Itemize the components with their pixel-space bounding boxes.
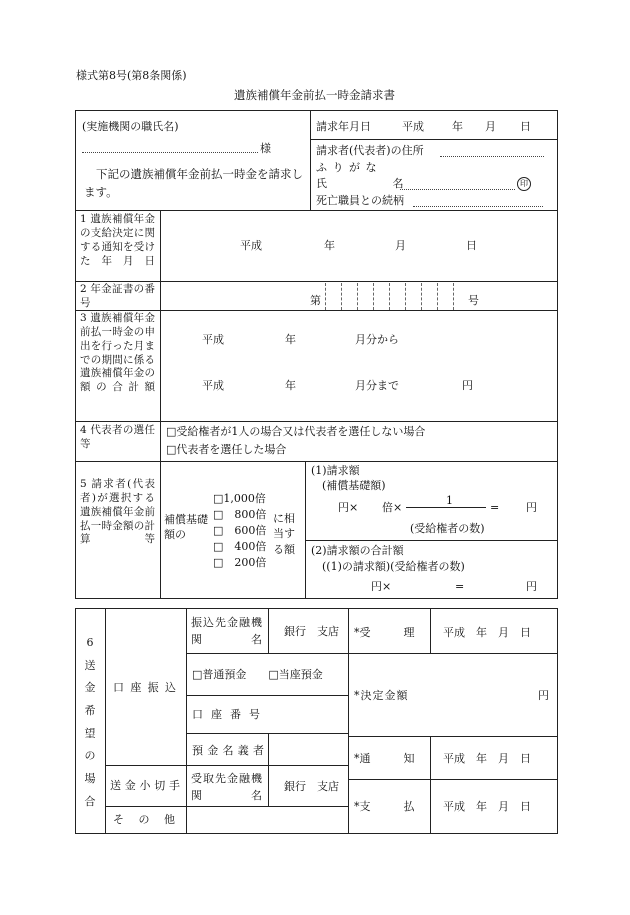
org-label: (実施機関の職氏名) — [82, 120, 179, 133]
row3-nen2: 年 — [285, 379, 296, 392]
request-statement: 下記の遺族補償年金前払一時金を請求します。 — [84, 167, 303, 199]
received-label: *受 理 — [354, 626, 415, 639]
row5-label: 5 請求者(代表者)が選択する遺族補償年金前払一時金額の計算等 — [80, 478, 155, 546]
remittance-side-label: 6 送 金 希 望 の 場 合 — [84, 636, 96, 808]
name-label: 氏 名 — [316, 177, 404, 190]
calc1-bai: 倍× — [382, 501, 403, 514]
calc2-equals: = — [455, 580, 465, 593]
row2-label: 2 年金証書の番号 — [80, 283, 155, 309]
multiplier-400[interactable]: □ 400倍 — [213, 540, 267, 553]
row3-nen1: 年 — [285, 333, 296, 346]
address-field[interactable] — [440, 156, 544, 157]
row3-heisei1: 平成 — [202, 333, 224, 346]
calc1-yen: 円× — [338, 501, 359, 514]
calc1-title: (1)請求額 — [311, 464, 360, 477]
decided-amount-label: *決定金額 — [354, 689, 409, 702]
other-label: その他 — [113, 813, 175, 826]
row3-label: 3 遺族補償年金前払一時金の申出を行った月までの期間に係る遺族補償年金の額の合計額 — [80, 312, 155, 394]
row2-dai: 第 — [310, 294, 321, 307]
seal-mark: 印 — [517, 177, 531, 191]
relation-label: 死亡職員との続柄 — [316, 194, 404, 207]
payment-date: 平成 年 月 日 — [443, 800, 531, 813]
base-amount-label: 補償基礎額の — [164, 513, 208, 541]
calc2-yen: 円× — [371, 580, 392, 593]
request-date-tsuki: 月 — [485, 120, 496, 133]
row4-option-single[interactable]: □受給権者が1人の場合又は代表者を選任しない場合 — [166, 425, 426, 438]
row1-hi: 日 — [466, 239, 477, 252]
row3-from: 月分から — [355, 333, 399, 346]
receiving-bank-label: 受取先金融機関名 — [191, 772, 262, 802]
multiplier-600[interactable]: □ 600倍 — [213, 524, 267, 537]
row3-heisei2: 平成 — [202, 379, 224, 392]
row1-tsuki: 月 — [395, 239, 406, 252]
received-date: 平成 年 月 日 — [443, 626, 531, 639]
equivalent-suffix: に相当する額 — [273, 512, 295, 556]
sama-text: 様 — [260, 142, 271, 155]
calc1-yen-result: 円 — [526, 501, 537, 514]
decided-amount-yen: 円 — [538, 689, 549, 702]
deposit-type-options[interactable]: □普通預金 □当座預金 — [192, 668, 323, 681]
row4-option-representative[interactable]: □代表者を選任した場合 — [166, 443, 287, 456]
form-number: 様式第8号(第8条関係) — [76, 69, 187, 82]
furigana-label: ふ り が な — [316, 161, 378, 174]
row3-yen: 円 — [462, 379, 473, 392]
bank-name-label: 振込先金融機関名 — [191, 616, 262, 646]
calc2-subtitle: ((1)の請求額)(受給権者の数) — [322, 560, 465, 573]
multiplier-1000[interactable]: □1,000倍 — [213, 492, 266, 505]
multiplier-800[interactable]: □ 800倍 — [213, 508, 267, 521]
name-field[interactable] — [400, 189, 515, 190]
request-date-hi: 日 — [520, 120, 531, 133]
org-name-line[interactable] — [82, 152, 258, 153]
calc1-numerator: 1 — [446, 494, 453, 507]
calc1-denominator: (受給権者の数) — [410, 522, 485, 535]
account-number-label: 口座番号 — [192, 708, 260, 721]
form-title: 遺族補償年金前払一時金請求書 — [234, 88, 395, 102]
row1-heisei: 平成 — [240, 239, 262, 252]
calc2-yen-result: 円 — [526, 580, 537, 593]
fraction-line — [406, 507, 486, 508]
remittance-check-label: 送金小切手 — [110, 779, 180, 792]
request-date-nen: 年 — [452, 120, 463, 133]
row3-to: 月分まで — [355, 379, 399, 392]
row2-go: 号 — [468, 294, 479, 307]
payment-label: *支 払 — [354, 800, 415, 813]
notice-label: *通 知 — [354, 752, 415, 765]
request-date-label: 請求年月日 — [316, 120, 371, 133]
receiving-bank-value[interactable]: 銀行 支店 — [284, 780, 339, 793]
calc2-title: (2)請求額の合計額 — [311, 544, 404, 557]
calc1-equals: = — [490, 501, 500, 514]
notice-date: 平成 年 月 日 — [443, 752, 531, 765]
row4-label: 4 代表者の選任等 — [80, 424, 155, 450]
calc1-subtitle: (補償基礎額) — [322, 479, 386, 492]
bank-transfer-label: 口座振込 — [113, 681, 179, 694]
row1-nen: 年 — [324, 239, 335, 252]
row1-label: 1 遺族補償年金の支給決定に関する通知を受けた年月日 — [80, 213, 155, 267]
bank-name-value[interactable]: 銀行 支店 — [284, 625, 339, 638]
request-date-heisei: 平成 — [402, 120, 424, 133]
relation-field[interactable] — [413, 206, 543, 207]
multiplier-200[interactable]: □ 200倍 — [213, 556, 267, 569]
account-holder-label: 預金名義者 — [192, 744, 264, 757]
address-label: 請求者(代表者)の住所 — [316, 144, 424, 157]
